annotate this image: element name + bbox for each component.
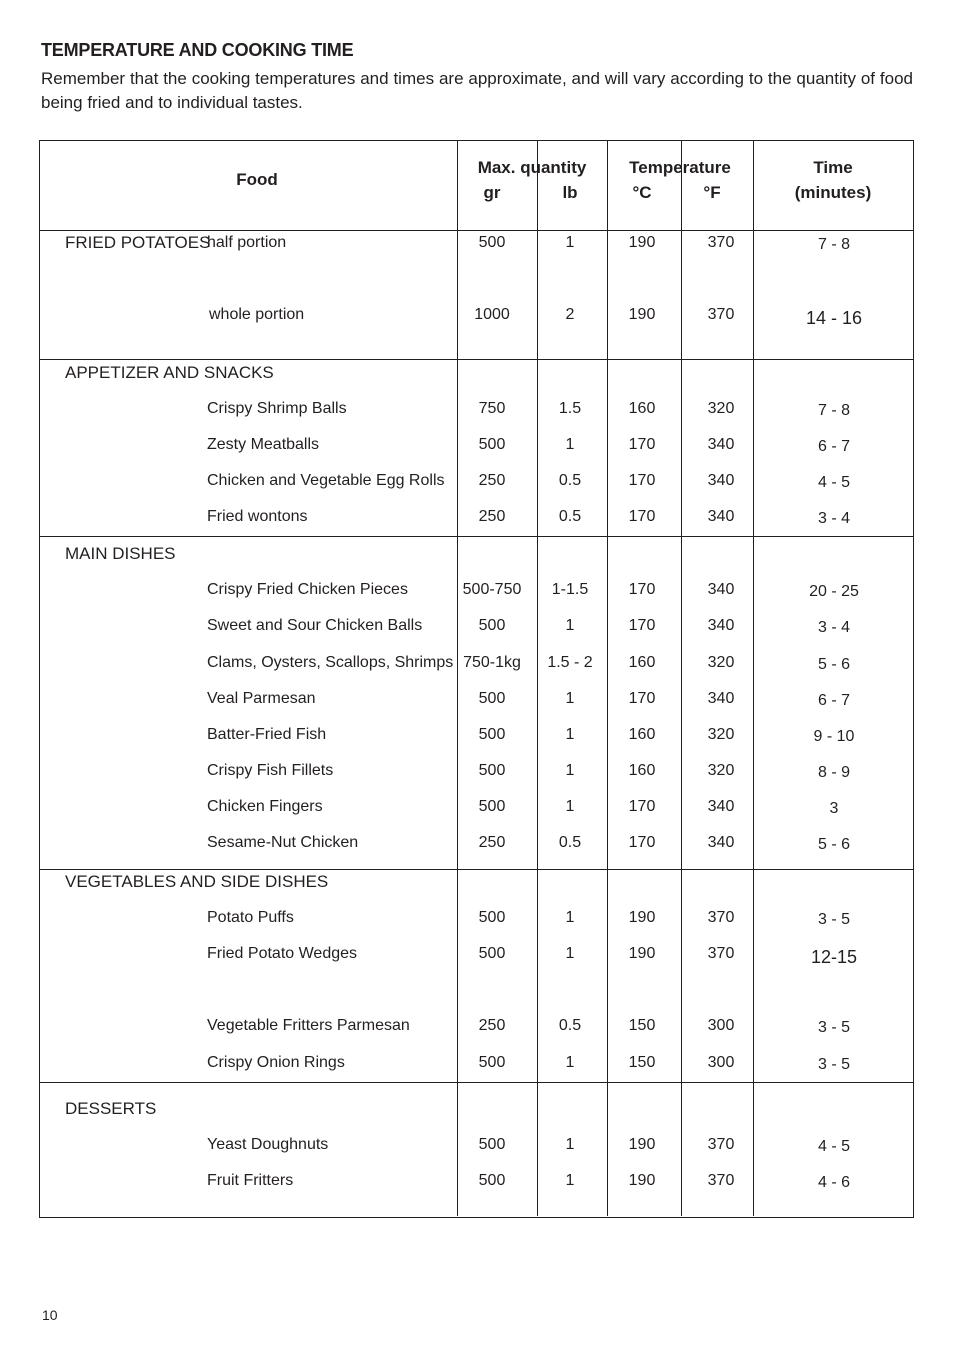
cell-gr: 750 (478, 400, 506, 417)
header-temperature: Temperature (629, 158, 731, 177)
cell-gr: 500 (478, 798, 506, 815)
cell-time: 14 - 16 (805, 308, 863, 328)
cell-time: 20 - 25 (809, 583, 859, 600)
cell-f: 340 (707, 436, 735, 453)
cell-time: 3 (829, 800, 839, 817)
cell-f: 370 (707, 306, 735, 323)
cell-time: 6 - 7 (817, 692, 851, 709)
food-name: Fried Potato Wedges (207, 945, 358, 962)
cell-lb: 1.5 - 2 (547, 654, 593, 671)
cell-gr: 750-1kg (463, 654, 521, 671)
cell-lb: 1 (565, 1136, 575, 1153)
cell-c: 190 (628, 1136, 656, 1153)
cell-gr: 500 (478, 1136, 506, 1153)
section-divider (39, 536, 914, 537)
cell-f: 340 (707, 472, 735, 489)
food-name: Sesame-Nut Chicken (207, 834, 359, 851)
cell-c: 170 (628, 508, 656, 525)
cell-gr: 500 (478, 436, 506, 453)
food-name: Crispy Onion Rings (207, 1054, 345, 1071)
cell-time: 5 - 6 (817, 836, 851, 853)
food-name: Yeast Doughnuts (207, 1136, 329, 1153)
column-divider (457, 140, 458, 1216)
cell-time: 3 - 5 (817, 1019, 851, 1036)
cell-time: 3 - 4 (817, 510, 851, 527)
column-divider (607, 140, 608, 1216)
cell-c: 190 (628, 1172, 656, 1189)
food-name: Crispy Fish Fillets (207, 762, 334, 779)
header-celsius: °C (632, 183, 652, 202)
cell-gr: 500 (478, 617, 506, 634)
header-time: Time (813, 158, 853, 177)
food-name: Veal Parmesan (207, 690, 316, 707)
food-name: Chicken and Vegetable Egg Rolls (207, 472, 445, 489)
cell-f: 370 (707, 1136, 735, 1153)
cell-f: 300 (707, 1017, 735, 1034)
cell-gr: 500 (478, 234, 506, 251)
cell-f: 300 (707, 1054, 735, 1071)
header-gr: gr (483, 183, 501, 202)
header-fahrenheit: °F (703, 183, 721, 202)
cell-f: 340 (707, 834, 735, 851)
cell-gr: 500 (478, 1054, 506, 1071)
cell-lb: 1 (565, 726, 575, 743)
cell-f: 340 (707, 508, 735, 525)
cell-gr: 500 (478, 690, 506, 707)
food-name: Clams, Oysters, Scallops, Shrimps (207, 654, 454, 671)
cell-gr: 500-750 (462, 581, 522, 598)
food-name: Chicken Fingers (207, 798, 323, 815)
cell-gr: 250 (478, 834, 506, 851)
cell-time: 6 - 7 (817, 438, 851, 455)
cell-c: 170 (628, 617, 656, 634)
cell-f: 370 (707, 909, 735, 926)
cell-lb: 1 (565, 909, 575, 926)
cell-f: 320 (707, 400, 735, 417)
cell-lb: 1.5 (558, 400, 582, 417)
cell-lb: 1 (565, 798, 575, 815)
cell-time: 9 - 10 (813, 728, 855, 745)
cell-lb: 1 (565, 762, 575, 779)
cell-lb: 1 (565, 690, 575, 707)
cell-c: 170 (628, 798, 656, 815)
cell-lb: 0.5 (558, 472, 582, 489)
food-name: Vegetable Fritters Parmesan (207, 1017, 410, 1034)
cell-c: 170 (628, 436, 656, 453)
cell-c: 160 (628, 762, 656, 779)
cell-gr: 1000 (474, 306, 510, 323)
cell-c: 170 (628, 472, 656, 489)
cell-gr: 500 (478, 762, 506, 779)
section-divider (39, 359, 914, 360)
cell-time: 4 - 6 (817, 1174, 851, 1191)
cell-lb: 0.5 (558, 1017, 582, 1034)
cell-time: 3 - 5 (817, 1056, 851, 1073)
cell-gr: 500 (478, 945, 506, 962)
cell-f: 320 (707, 726, 735, 743)
header-max-quantity: Max. quantity (477, 158, 587, 177)
cell-time: 12-15 (810, 947, 858, 967)
cell-c: 160 (628, 654, 656, 671)
column-divider (537, 140, 538, 1216)
cell-c: 170 (628, 834, 656, 851)
cell-f: 340 (707, 617, 735, 634)
cell-f: 370 (707, 234, 735, 251)
cell-c: 150 (628, 1054, 656, 1071)
cell-gr: 500 (478, 1172, 506, 1189)
cell-lb: 1 (565, 436, 575, 453)
cooking-table (39, 140, 914, 1218)
food-name: Sweet and Sour Chicken Balls (207, 617, 423, 634)
cell-time: 3 - 5 (817, 911, 851, 928)
section-title: VEGETABLES AND SIDE DISHES (65, 872, 329, 891)
section-title: FRIED POTATOES (65, 233, 211, 252)
column-divider (753, 140, 754, 1216)
cell-gr: 250 (478, 472, 506, 489)
cell-time: 5 - 6 (817, 656, 851, 673)
cell-lb: 1 (565, 1054, 575, 1071)
cell-f: 340 (707, 690, 735, 707)
cell-f: 340 (707, 798, 735, 815)
cell-c: 170 (628, 690, 656, 707)
cell-lb: 1 (565, 234, 575, 251)
food-name: whole portion (209, 306, 305, 323)
food-name: Fruit Fritters (207, 1172, 294, 1189)
food-name: Batter-Fried Fish (207, 726, 327, 743)
cell-f: 320 (707, 762, 735, 779)
header-divider (39, 230, 914, 231)
section-title: APPETIZER AND SNACKS (65, 363, 274, 382)
food-name: half portion (207, 234, 287, 251)
cell-lb: 1 (565, 945, 575, 962)
cell-c: 190 (628, 909, 656, 926)
food-name: Fried wontons (207, 508, 308, 525)
food-name: Crispy Shrimp Balls (207, 400, 347, 417)
cell-gr: 500 (478, 909, 506, 926)
section-divider (39, 869, 914, 870)
column-divider (681, 140, 682, 1216)
cell-time: 8 - 9 (817, 764, 851, 781)
cell-c: 170 (628, 581, 656, 598)
intro-paragraph: Remember that the cooking temperatures and times are approximate, and will vary according to the quantity of food being fried and to individual tastes. (41, 69, 913, 112)
cell-gr: 250 (478, 508, 506, 525)
cell-time: 7 - 8 (817, 402, 851, 419)
cell-lb: 1-1.5 (551, 581, 589, 598)
food-name: Zesty Meatballs (207, 436, 320, 453)
cell-c: 190 (628, 234, 656, 251)
cell-gr: 500 (478, 726, 506, 743)
cell-c: 160 (628, 726, 656, 743)
cell-lb: 2 (565, 306, 575, 323)
cell-time: 4 - 5 (817, 1138, 851, 1155)
header-time-unit: (minutes) (794, 183, 872, 202)
section-divider (39, 1082, 914, 1083)
cell-c: 190 (628, 306, 656, 323)
cell-c: 190 (628, 945, 656, 962)
cell-lb: 0.5 (558, 508, 582, 525)
cell-f: 320 (707, 654, 735, 671)
page-number: 10 (42, 1307, 58, 1323)
cell-c: 150 (628, 1017, 656, 1034)
cell-f: 340 (707, 581, 735, 598)
cell-lb: 1 (565, 617, 575, 634)
page-title: TEMPERATURE AND COOKING TIME (41, 40, 354, 60)
cell-f: 370 (707, 1172, 735, 1189)
cell-lb: 1 (565, 1172, 575, 1189)
cell-time: 7 - 8 (817, 236, 851, 253)
cell-gr: 250 (478, 1017, 506, 1034)
cell-time: 4 - 5 (817, 474, 851, 491)
header-lb: lb (562, 183, 578, 202)
cell-f: 370 (707, 945, 735, 962)
food-name: Crispy Fried Chicken Pieces (207, 581, 408, 598)
section-title: DESSERTS (65, 1099, 157, 1118)
cell-c: 160 (628, 400, 656, 417)
food-name: Potato Puffs (207, 909, 294, 926)
cell-lb: 0.5 (558, 834, 582, 851)
section-title: MAIN DISHES (65, 544, 176, 563)
header-food: Food (236, 170, 278, 189)
cell-time: 3 - 4 (817, 619, 851, 636)
